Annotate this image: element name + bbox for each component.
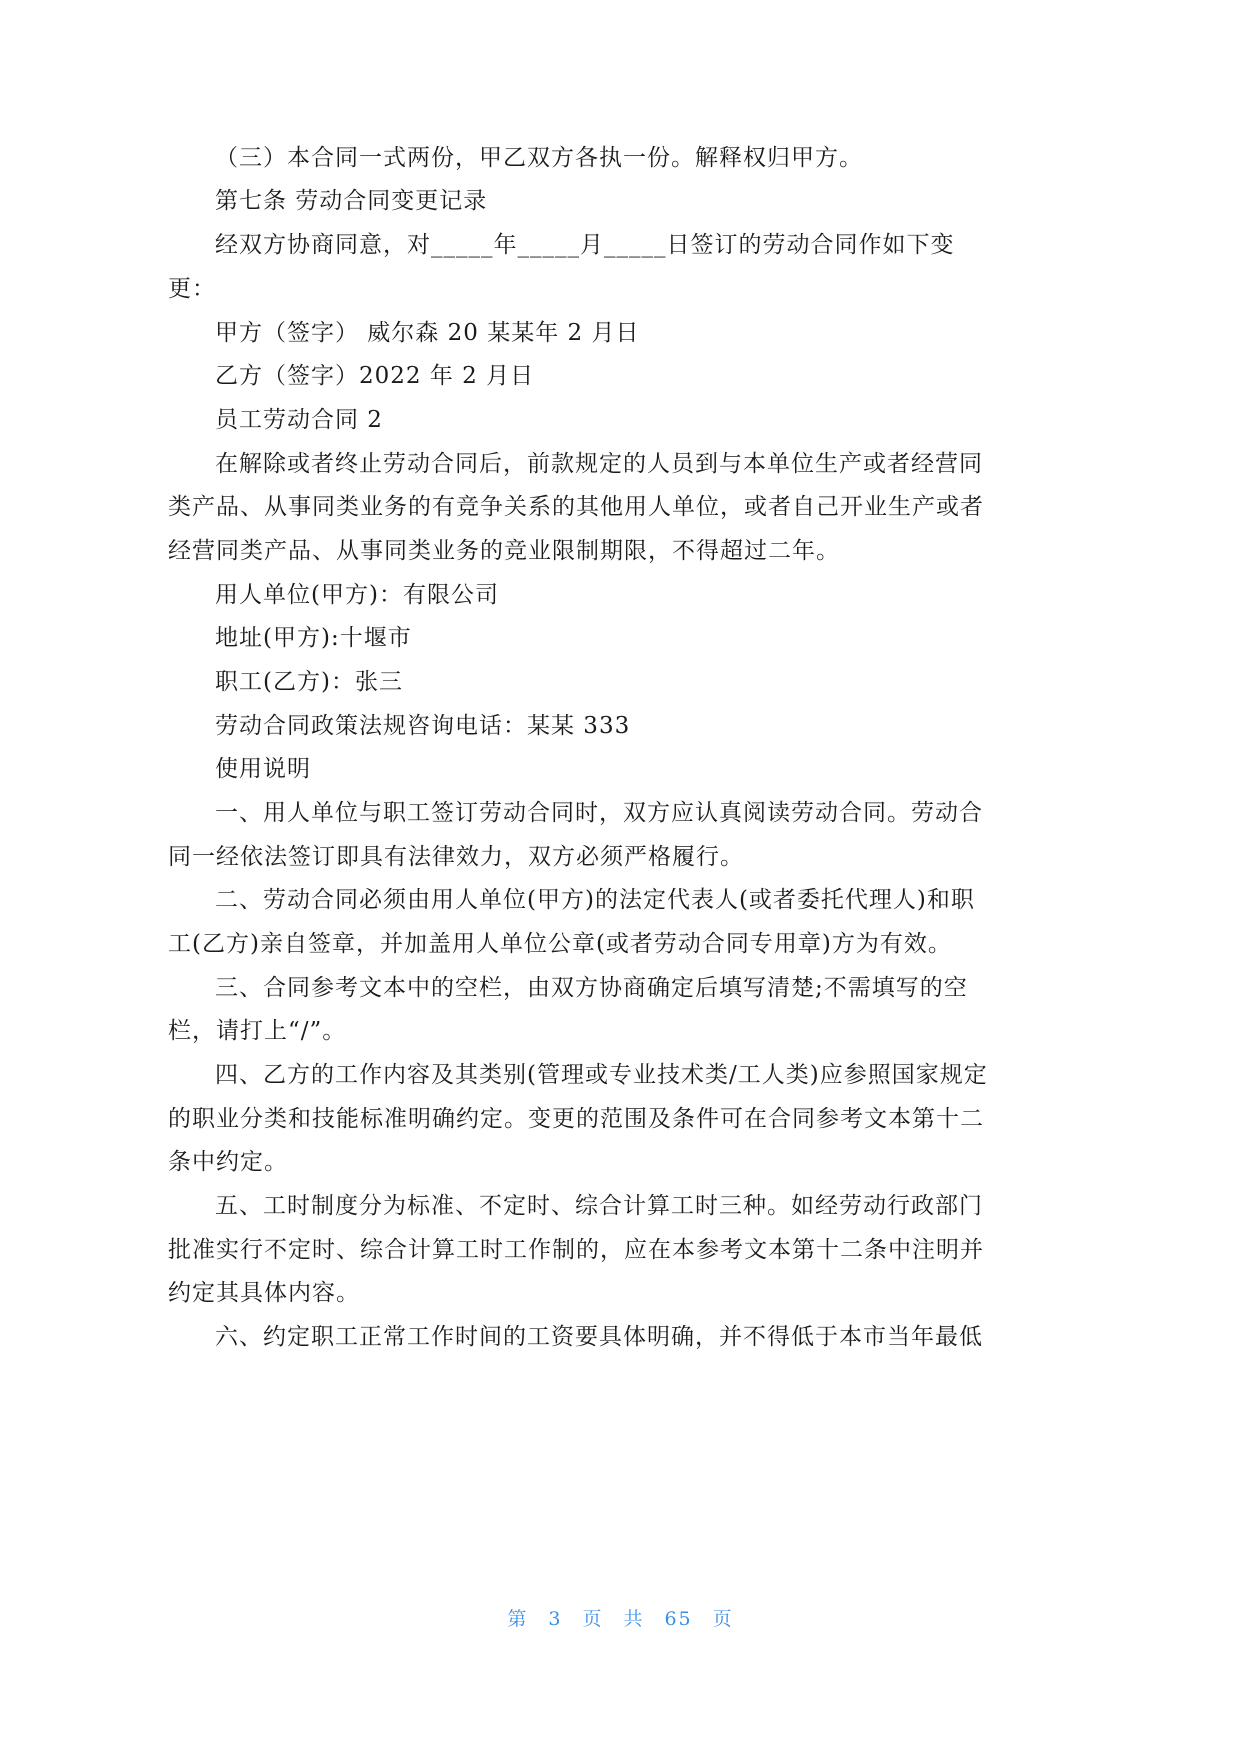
employee-line: 职工(乙方)：张三: [215, 669, 403, 695]
footer-di: 第: [507, 1608, 529, 1630]
paragraph-line: 类产品、从事同类业务的有竞争关系的其他用人单位，或者自己开业生产或者: [168, 494, 984, 520]
page-footer: [0, 1604, 1241, 1631]
paragraph-line: 经营同类产品、从事同类业务的竞业限制期限，不得超过二年。: [168, 538, 840, 564]
paragraph-line: 批准实行不定时、综合计算工时工作制的，应在本参考文本第十二条中注明并: [168, 1237, 984, 1263]
paragraph-line: 三、合同参考文本中的空栏，由双方协商确定后填写清楚;不需填写的空: [215, 975, 968, 1001]
current-page-number: 3: [548, 1608, 563, 1630]
paragraph-line: 四、乙方的工作内容及其类别(管理或专业技术类/工人类)应参照国家规定: [215, 1062, 988, 1088]
address-line: 地址(甲方):十堰市: [215, 625, 412, 651]
paragraph-line: 六、约定职工正常工作时间的工资要具体明确，并不得低于本市当年最低: [215, 1324, 983, 1350]
signature-line-party-a: 甲方（签字） 威尔森 20 某某年 2 月日: [215, 320, 640, 346]
paragraph-line: 更：: [168, 276, 216, 302]
paragraph-line: 经双方协商同意，对_____年_____月_____日签订的劳动合同作如下变: [215, 232, 955, 258]
footer-gong: 共: [623, 1608, 645, 1630]
paragraph-line: 栏，请打上“/”。: [168, 1018, 347, 1044]
paragraph-line: 二、劳动合同必须由用人单位(甲方)的法定代表人(或者委托代理人)和职: [215, 887, 975, 913]
paragraph-line: 条中约定。: [168, 1149, 288, 1175]
total-page-count: 65: [664, 1608, 693, 1630]
section-heading: 员工劳动合同 2: [215, 407, 383, 433]
paragraph-line: 在解除或者终止劳动合同后，前款规定的人员到与本单位生产或者经营同: [215, 451, 983, 477]
section-heading: 使用说明: [215, 756, 311, 782]
paragraph-line: 五、工时制度分为标准、不定时、综合计算工时三种。如经劳动行政部门: [215, 1193, 983, 1219]
paragraph-line: 一、用人单位与职工签订劳动合同时，双方应认真阅读劳动合同。劳动合: [215, 800, 983, 826]
employer-line: 用人单位(甲方)：有限公司: [215, 582, 499, 608]
paragraph-line: 约定其具体内容。: [168, 1280, 360, 1306]
footer-ye2: 页: [712, 1608, 734, 1630]
paragraph-line: 同一经依法签订即具有法律效力，双方必须严格履行。: [168, 844, 744, 870]
signature-line-party-b: 乙方（签字）2022 年 2 月日: [215, 363, 535, 389]
paragraph-line: 工(乙方)亲自签章，并加盖用人单位公章(或者劳动合同专用章)方为有效。: [168, 931, 952, 957]
hotline-line: 劳动合同政策法规咨询电话：某某 333: [215, 713, 631, 739]
footer-ye: 页: [582, 1608, 604, 1630]
paragraph-line: （三）本合同一式两份，甲乙双方各执一份。解释权归甲方。: [215, 145, 863, 171]
paragraph-line: 的职业分类和技能标准明确约定。变更的范围及条件可在合同参考文本第十二: [168, 1106, 984, 1132]
section-heading: 第七条 劳动合同变更记录: [215, 188, 488, 214]
